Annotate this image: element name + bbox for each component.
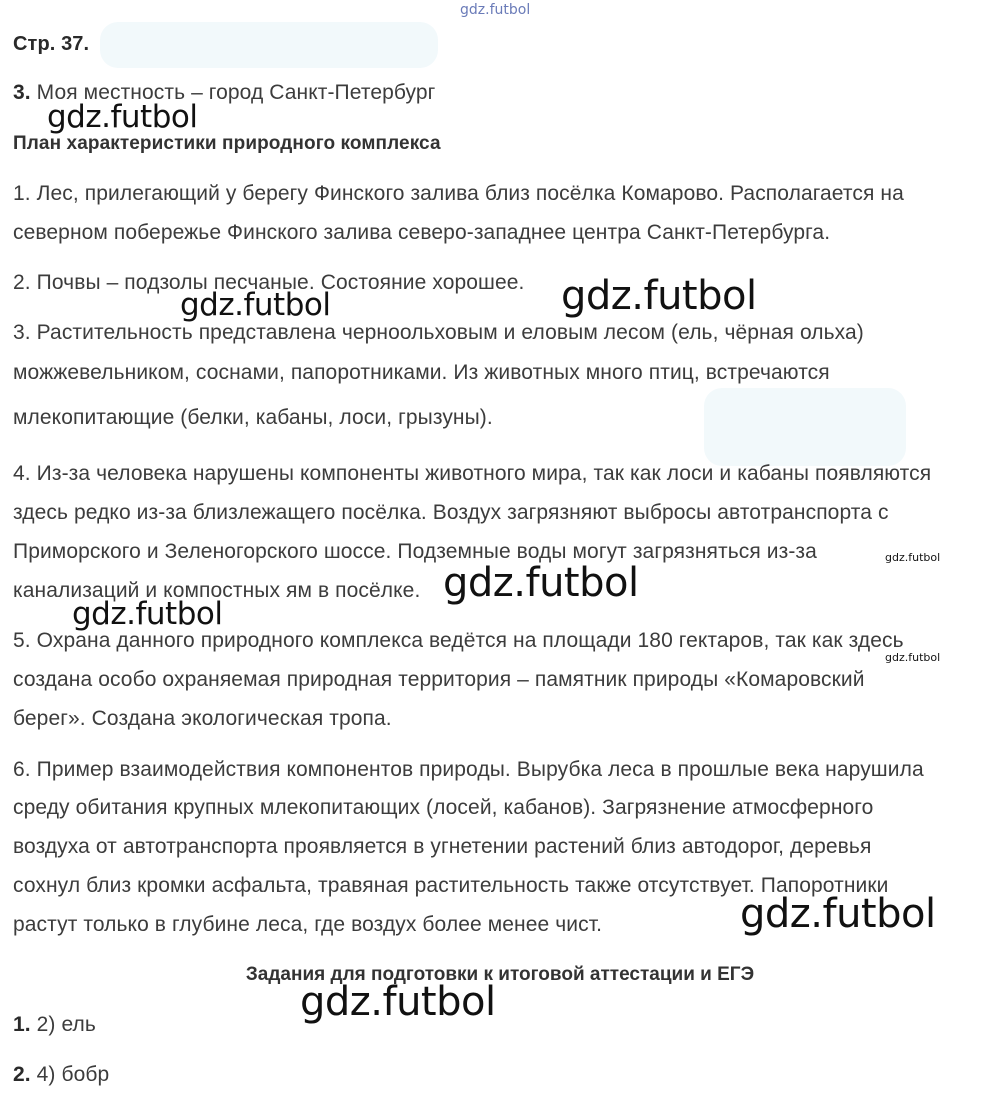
paragraph-4-line-3: Приморского и Зеленогорского шоссе. Подземные воды могут загрязняться из-за (13, 540, 817, 563)
watermark: gdz.futbol (885, 551, 941, 564)
answer-text: 2) ель (30, 1013, 96, 1036)
answer-2 (13, 1063, 109, 1087)
watermark: gdz.futbol (72, 596, 223, 632)
paragraph-5-line-2: создана особо охраняемая природная территория – памятник природы «Комаровский (13, 668, 865, 691)
plan-heading: План характеристики природного комплекса (13, 133, 441, 154)
paragraph-6-line-5: растут только в глубине леса, где воздух более менее чист. (13, 913, 603, 936)
task-text: Моя местность – город Санкт-Петербург (30, 81, 436, 104)
exam-heading: Задания для подготовки к итоговой аттестации и ЕГЭ (245, 964, 755, 985)
paragraph-5-line-3: берег». Создана экологическая тропа. (13, 707, 392, 730)
paragraph-4-line-1: 4. Из-за человека нарушены компоненты животного мира, так как лоси и кабаны появляются (13, 462, 932, 485)
watermark: gdz.futbol (47, 99, 198, 135)
background-highlight (704, 388, 906, 466)
watermark: gdz.futbol (443, 560, 639, 606)
paragraph-3-line-2: можжевельником, соснами, папоротниками. Из животных много птиц, встречаются (13, 361, 830, 384)
paragraph-6-line-1: 6. Пример взаимодействия компонентов природы. Вырубка леса в прошлые века нарушила (13, 758, 924, 781)
task-number: 3. (13, 81, 31, 104)
paragraph-4-line-4: канализаций и компостных ям в посёлке. (13, 579, 421, 602)
paragraph-2-line-1: 2. Почвы – подзолы песчаные. Состояние хорошее. (13, 271, 525, 294)
paragraph-3-line-3: млекопитающие (белки, кабаны, лоси, грызуны). (13, 406, 493, 429)
paragraph-5-line-1: 5. Охрана данного природного комплекса ведётся на площади 180 гектаров, так как здесь (13, 629, 904, 652)
watermark: gdz.futbol (561, 273, 757, 319)
paragraph-6-line-2: среду обитания крупных млекопитающих (лосей, кабанов). Загрязнение атмосферного (13, 796, 874, 819)
paragraph-1-line-2: северном побережье Финского залива северо-западнее центра Санкт-Петербурга. (13, 221, 831, 244)
paragraph-3-line-1: 3. Растительность представлена черноольховым и еловым лесом (ель, чёрная ольха) (13, 321, 864, 344)
watermark: gdz.futbol (300, 979, 496, 1025)
paragraph-6-line-3: воздуха от автотранспорта проявляется в угнетении растений близ автодорог, деревья (13, 835, 872, 858)
answer-text: 4) бобр (30, 1063, 110, 1086)
answer-number: 2. (13, 1063, 31, 1086)
background-highlight (100, 22, 438, 68)
page-label: Стр. 37. (13, 33, 90, 55)
watermark: gdz.futbol (885, 651, 941, 664)
answer-number: 1. (13, 1013, 31, 1036)
paragraph-6-line-4: сохнул близ кромки асфальта, травяная растительность также отсутствует. Папоротники (13, 874, 889, 897)
paragraph-4-line-2: здесь редко из-за близлежащего посёлка. Воздух загрязняют выбросы автотранспорта с (13, 501, 889, 524)
watermark: gdz.futbol (460, 2, 531, 18)
watermark: gdz.futbol (180, 287, 331, 323)
paragraph-1-line-1: 1. Лес, прилегающий у берегу Финского залива близ посёлка Комарово. Располагается на (13, 182, 904, 205)
watermark: gdz.futbol (740, 891, 936, 937)
answer-1 (13, 1013, 96, 1037)
